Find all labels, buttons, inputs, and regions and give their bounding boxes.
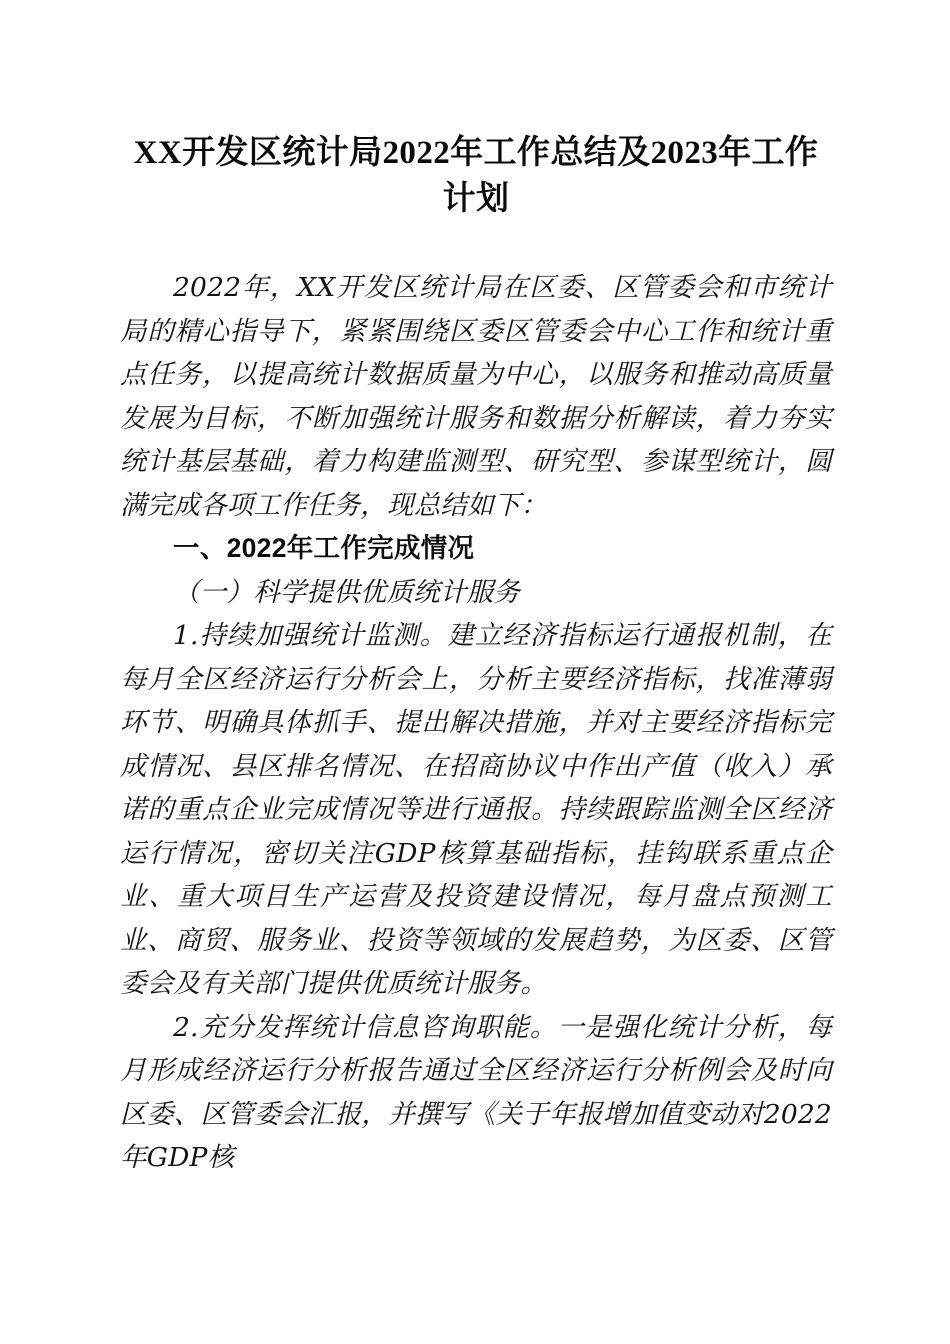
section-heading-level-2: （一）科学提供优质统计服务 [173,576,521,608]
title-text: XX开发区统计局2022年工作总结及2023年工作计划 [133,135,819,217]
paragraph-item-1: 1.持续加强统计监测。建立经济指标运行通报机制，在每月全区经济运行分析会上，分析主要经济指标，找准薄弱环节、明确具体抓手、提出解决措施，并对主要经济指标完成情况、县区排名情况、在招商协议中作出产值（收入）承诺的重点企业完成情况等进行通报。持续跟踪监测全区经济运行情况，密切关注GDP核算基础指标，挂钩联系重点企业、重大项目生产运营及投资建设情况，每月盘点预测工业、商贸、服务业、投资等领域的发展趋势，为区委、区管委会及有关部门提供优质统计服务。 [120,620,832,999]
document-body [120,0,832,1180]
section-heading-level-1: 一、2022年工作完成情况 [173,533,475,563]
page-title [120,0,832,222]
paragraph-intro: 2022年，XX开发区统计局在区委、区管委会和市统计局的精心指导下，紧紧围绕区委区管委会中心工作和统计重点任务，以提高统计数据质量为中心，以服务和推动高质量发展为目标，不断加强统计服务和数据分析解读，着力夯实统计基层基础，着力构建监测型、研究型、参谋型统计，圆满完成各项工作任务，现总结如下： [120,272,832,521]
paragraph-item-2: 2.充分发挥统计信息咨询职能。一是强化统计分析，每月形成经济运行分析报告通过全区经济运行分析例会及时向区委、区管委会汇报，并撰写《关于年报增加值变动对2022年GDP核 [120,1011,832,1173]
